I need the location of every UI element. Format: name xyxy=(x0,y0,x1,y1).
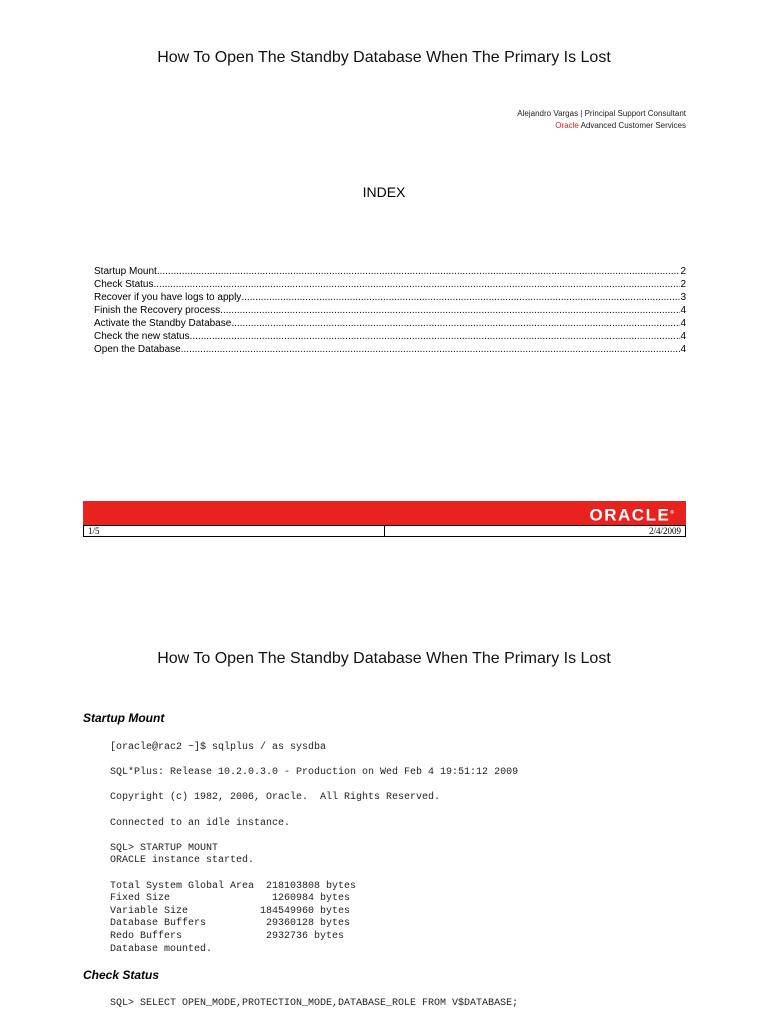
toc-entry-page: 2 xyxy=(680,266,686,277)
toc-entry-page: 4 xyxy=(680,305,686,316)
code-line: Copyright (c) 1982, 2006, Oracle. All Rights Reserved. xyxy=(110,792,441,804)
toc-leader-dots xyxy=(190,330,681,343)
code-line: Fixed Size 1260984 bytes xyxy=(110,893,351,905)
code-line: Total System Global Area 218103808 bytes xyxy=(110,880,357,892)
code-line: Connected to an idle instance. xyxy=(110,817,291,829)
toc-entry[interactable] xyxy=(94,304,686,317)
oracle-logo xyxy=(590,505,674,524)
code-block-check-status xyxy=(110,998,518,1011)
toc-entry[interactable] xyxy=(94,317,686,330)
toc-leader-dots xyxy=(181,343,681,356)
footer-red-bar xyxy=(83,501,686,525)
organization-rest-text: Advanced Customer Services xyxy=(578,121,686,130)
toc-entry-label: Activate the Standby Database xyxy=(94,318,232,329)
toc-entry-label: Check Status xyxy=(94,279,154,290)
section-heading-check-status: Check Status xyxy=(83,968,160,982)
toc-entry-label: Recover if you have logs to apply xyxy=(94,292,242,303)
index-heading: INDEX xyxy=(362,184,406,200)
code-line: Database Buffers 29360128 bytes xyxy=(110,918,351,930)
oracle-brand-text: Oracle xyxy=(555,121,579,130)
footer-date: 2/4/2009 xyxy=(384,526,685,536)
toc-entry-page: 4 xyxy=(680,331,686,342)
toc-entry-label: Open the Database xyxy=(94,344,181,355)
section-heading-startup-mount: Startup Mount xyxy=(83,711,165,725)
toc-entry[interactable] xyxy=(94,278,686,291)
code-line: ORACLE instance started. xyxy=(110,855,255,867)
code-line: Redo Buffers 2932736 bytes xyxy=(110,930,345,942)
toc-leader-dots xyxy=(220,304,680,317)
toc-entry-page: 4 xyxy=(680,344,686,355)
footer-page-number: 1/5 xyxy=(88,526,100,536)
toc-entry[interactable] xyxy=(94,291,686,304)
code-line: SQL> SELECT OPEN_MODE,PROTECTION_MODE,DATABASE_ROLE FROM V$DATABASE; xyxy=(110,998,519,1009)
code-line: [oracle@rac2 ~]$ sqlplus / as sysdba xyxy=(110,742,327,753)
code-line: Database mounted. xyxy=(110,943,213,955)
page2-title: How To Open The Standby Database When The Primary Is Lost xyxy=(157,650,611,667)
code-block-startup-mount xyxy=(110,742,518,956)
organization-line xyxy=(517,120,686,132)
toc-leader-dots xyxy=(157,265,681,278)
toc-leader-dots xyxy=(231,317,680,330)
author-line: Alejandro Vargas | Principal Support Consultant xyxy=(517,109,686,118)
toc-entry-page: 2 xyxy=(680,279,686,290)
author-block xyxy=(517,108,686,132)
code-line: SQL*Plus: Release 10.2.0.3.0 - Production on Wed Feb 4 19:51:12 2009 xyxy=(110,767,519,779)
code-line: SQL> STARTUP MOUNT xyxy=(110,842,219,854)
code-line: Variable Size 184549960 bytes xyxy=(110,905,351,917)
table-of-contents xyxy=(94,265,686,356)
document-title: How To Open The Standby Database When The Primary Is Lost xyxy=(157,49,611,66)
toc-entry-label: Startup Mount xyxy=(94,266,157,277)
footer-table xyxy=(83,525,686,537)
toc-entry[interactable] xyxy=(94,265,686,278)
registered-mark-icon: ® xyxy=(670,510,674,516)
toc-entry-page: 4 xyxy=(680,318,686,329)
toc-leader-dots xyxy=(153,278,680,291)
toc-entry-label: Finish the Recovery process xyxy=(94,305,221,316)
toc-leader-dots xyxy=(241,291,680,304)
toc-entry-label: Check the new status xyxy=(94,331,190,342)
toc-entry[interactable] xyxy=(94,343,686,356)
toc-entry[interactable] xyxy=(94,330,686,343)
toc-entry-page: 3 xyxy=(680,292,686,303)
oracle-logo-text: ORACLE xyxy=(589,505,671,525)
